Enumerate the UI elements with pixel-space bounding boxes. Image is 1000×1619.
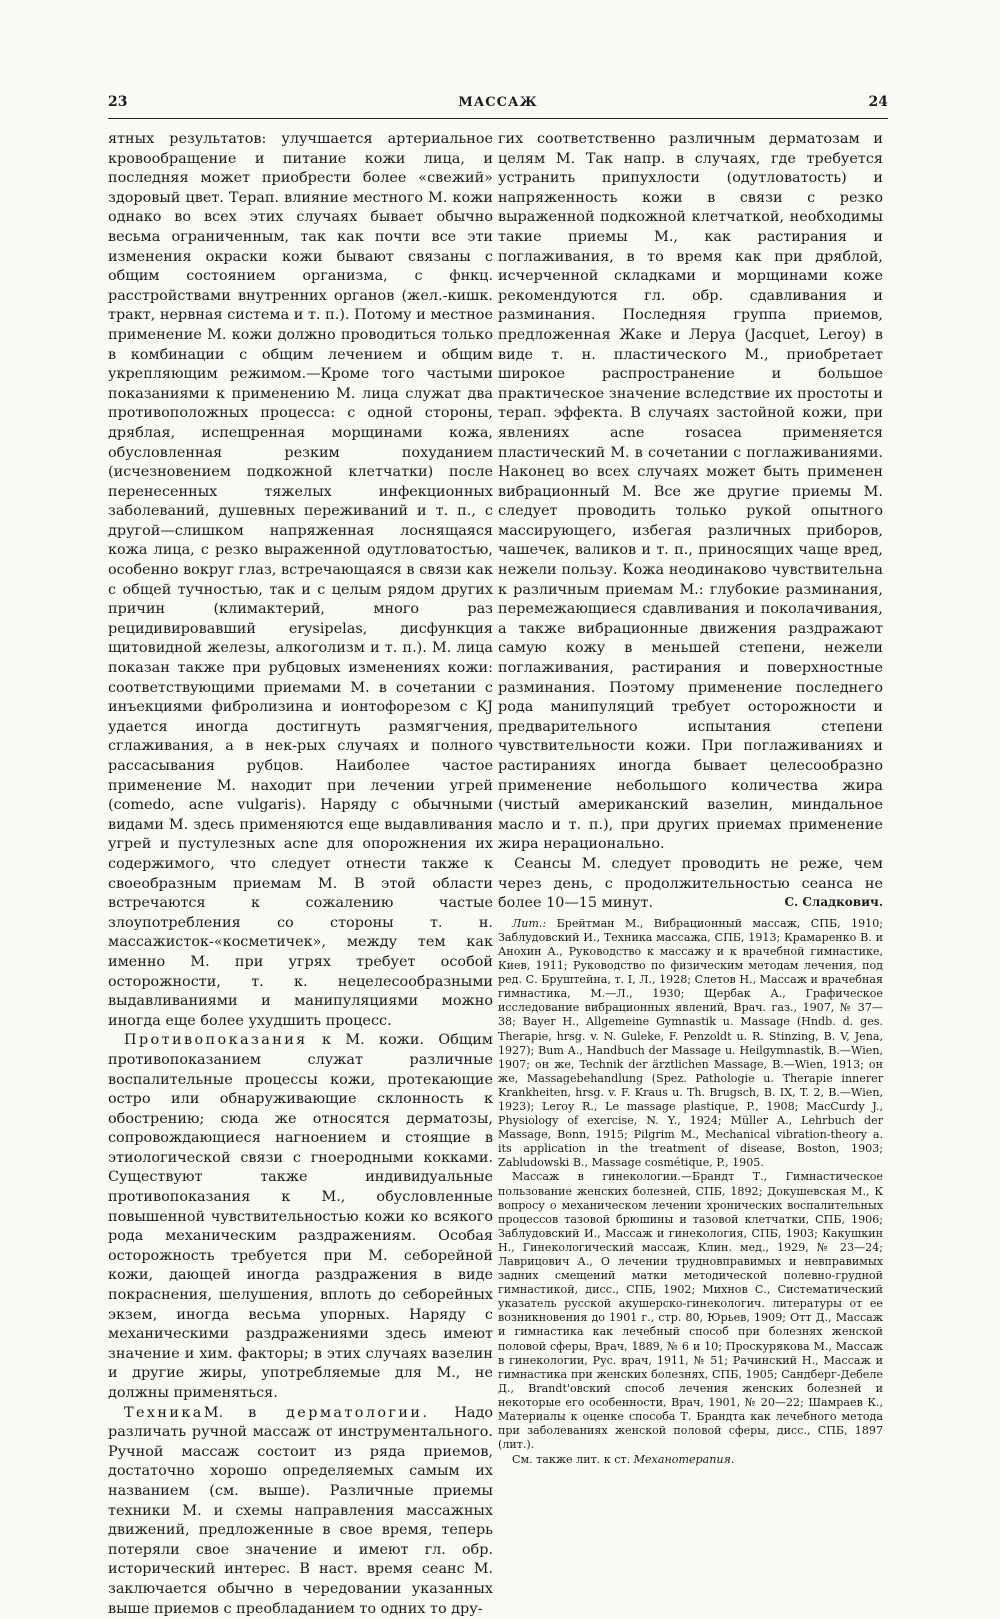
see-also: [498, 1453, 883, 1467]
section-lead-technique-mid: М.: [203, 1404, 249, 1421]
bibliography-label: Лит.:: [512, 916, 547, 930]
bibliography-general: [498, 917, 883, 1171]
left-column: [108, 130, 493, 1619]
section-lead-dermatology: в дерматологии.: [248, 1404, 430, 1421]
page-number-right: 24: [868, 94, 888, 110]
right-column: [498, 130, 883, 1467]
page-number-left: 23: [108, 94, 128, 110]
paragraph-sessions: Сеансы М. следует проводить не реже, чем через день, с продолжительностью сеанса не более 10—15 минут.: [498, 855, 883, 912]
running-title: МАССАЖ: [458, 95, 538, 110]
bibliography: [498, 917, 883, 1468]
bibliography-gynecology: Массаж в гинекологии.—Брандт Т., Гимнастическое пользование женских болезней, СПБ, 1892; Докушевская М., К вопросу о механическом лечении хронических воспалительных процессов тазовой брюшины и тазовой клетчатки, СПБ, 1906; Заблудовский И., Массаж и гинекология, СПБ, 1903; Какушкин Н., Гинекологический массаж, Клин. мед., 1929, № 23—24; Лаврицович А., О лечении трудновправимых и невправимых задних смещений матки методической полевно-грудной гимнастикой, дисс., СПБ, 1902; Михнов С., Систематический указатель русской акушерско-гинекологич. литературы от ее возникновения до 1901 г., стр. 80, Юрьев, 1909; Отт Д., Массаж и гимнастика как лечебный способ при болезнях женской половой сферы, Врач, 1889, № 6 и 10; Проскурякова М., Массаж в гинекологии, Рус. врач, 1911, № 51; Рачинский Н., Массаж и гимнастика при женских болезнях, СПБ, 1905; Сандберг-Дебеле Д., Brandt'овский способ лечения женских болезней и некоторые его особенности, Врач, 1901, № 20—22; Шамраев К., Материалы к оценке способа Т. Брандта как лечебного метода при заболеваниях женской половой сферы, дисс., СПБ, 1897 (лит.).: [498, 1170, 883, 1452]
author-signature: С. Сладкович.: [784, 894, 883, 909]
see-also-reference[interactable]: Механотерапия.: [633, 1453, 735, 1467]
see-also-text: См. также лит. к ст.: [512, 1453, 634, 1467]
paragraph-technique-continued: гих соответственно различным дерматозам и целям М. Так напр. в случаях, где требуется устранить припухлости (одутловатость) и напряженность кожи в связи с резко выраженной подкожной клетчаткой, необходимы такие приемы М., как растирания и поглаживания, в то время как при дряблой, исчерченной складками и морщинами коже рекомендуются гл. обр. сдавливания и разминания. Последняя группа приемов, предложенная Жаке и Леруа (Jacquet, Leroy) в виде т. н. пластического М., приобретает широкое распространение и большое практическое значение вследствие их простоты и терап. эффекта. В случаях застойной кожи, при явлениях acne rosacea применяется пластический М. в сочетании с поглаживаниями. Наконец во всех случаях может быть применен вибрационный М. Все же другие приемы М. следует проводить только рукой опытного массирующего, избегая различных приборов, чашечек, валиков и т. п., приносящих чаще вред, нежели пользу. Кожа неодинаково чувствительна к различным приемам М.: глубокие разминания, перемежающиеся сдавливания и поколачивания, а также вибрационные движения раздражают самую кожу в меньшей степени, нежели поглаживания, растирания и поверхностные разминания. Поэтому применение последнего рода манипуляций требует осторожности и предварительного испытания степени чувствительности кожи. При поглаживаниях и растираниях иногда бывает целесообразно применение небольшого количества жира (чистый американский вазелин, миндальное масло и т. п.), при других приемах применение жира нерационально.: [498, 131, 883, 853]
paragraph-face-massage: ятных результатов: улучшается артериальное кровообращение и питание кожи лица, и последняя может приобрести более «свежий» здоровый цвет. Терап. влияние местного М. кожи однако во всех этих случаях бывает обычно весьма ограниченным, так как почти все эти изменения окраски кожи бывают связаны с общим состоянием организма, с фнкц. расстройствами внутренних органов (жел.-кишк. тракт, нервная система и т. п.). Потому и местное применение М. кожи должно проводиться только в комбинации с общим лечением и общим укрепляющим режимом.—Кроме того частыми показаниями к применению М. лица служат два противоположных процесса: с одной стороны, дряблая, испещренная морщинами кожа, обусловленная резким похуданием (исчезновением подкожной клетчатки) после перенесенных тяжелых инфекционных заболеваний, душевных переживаний и т. п., с другой—слишком напряженная лоснящаяся кожа лица, с резко выраженной одутловатостью, особенно вокруг глаз, встречающаяся в связи как с общей тучностью, так и с целым рядом других причин (климактерий, много раз рецидивировавший erysipelas, дисфункция щитовидной железы, алкоголизм и т. п.). М. лица показан также при рубцовых изменениях кожи: соответствующими приемами М. в сочетании с инъекциями фибролизина и ионтофорезом с KJ удается иногда достигнуть размягчения, сглаживания, а в нек-рых случаях и полного рассасывания рубцов. Наиболее частое применение М. находит при лечении угрей (comedo, acne vulgaris). Наряду с обычными видами М. здесь применяются еще выдавливания угрей и пустулезных acne для опорожнения их содержимого, что следует отнести также к своеобразным приемам М. В этой области встречаются к сожалению частые злоупотребления со стороны т. н. массажисток-«косметичек», между тем как именно М. при угрях требует особой осторожности, т. к. нецелесообразными выдавливаниями и манипуляциями можно иногда еще более ухудшить процесс.: [108, 131, 493, 1029]
paragraph-technique-text: Надо различать ручной массаж от инструментального. Ручной массаж состоит из ряда приемов, достаточно хорошо определяемых самым их названием (см. выше). Различные приемы техники М. и схемы направления массажных движений, предложенные в свое время, теперь потеряли свое значение и имеют гл. обр. исторический интерес. В наст. время сеанс М. заключается обычно в чередовании указанных выше приемов с преобладанием то одних то дру-: [108, 1404, 493, 1617]
paragraph-technique: [108, 1404, 493, 1619]
bibliography-general-text: Брейтман М., Вибрационный массаж, СПБ, 1910; Заблудовский И., Техника массажа, СПБ, 1913; Крамаренко В. и Анохин А., Руководство к массажу и к врачебной гимнастике, Киев, 1911; Руководство по физическим методам лечения, под ред. С. Бруштейна, т. I, Л., 1928; Слетов Н., Массаж и врачебная гимнастика, М.—Л., 1930; Щербак А., Графическое исследование вибрационных явлений, Врач. газ., 1907, № 37—38; Bayer H., Allgemeine Gymnastik u. Massage (Hndb. d. ges. Therapie, hrsg. v. N. Guleke, F. Penzoldt u. R. Stinzing, B. V, Jena, 1927); Bum A., Handbuch der Massage u. Heilgymnastik, B.—Wien, 1907; он же, Technik der ärztlichen Massage, B.—Wien, 1913; он же, Massagebehandlung (Spez. Pathologie u. Therapie innerer Krankheiten, hrsg. v. F. Kraus u. Th. Brugsch, B. IX, T. 2, B.—Wien, 1923); Leroy R., Le massage plastique, P., 1908; MacCurdy J., Physiology of exercise, N. Y., 1924; Müller A., Lehrbuch der Massage, Bonn, 1915; Pilgrim M., Mechanical vibration-theory a. its application in the treatment of disease, Boston, 1903; Zabludowski B., Massage cosmétique, P., 1905.: [498, 916, 883, 1170]
running-header: [108, 92, 888, 119]
section-lead-contraindications: Противопоказания: [124, 1032, 308, 1049]
section-lead-technique: Техника: [124, 1404, 204, 1421]
paragraph-contraindications-text: к М. кожи. Общим противопоказанием служат различные воспалительные процессы кожи, протекающие остро или обнаруживающие склонность к обострению; сюда же относятся дерматозы, сопровождающиеся нагноением и стоящие в этиологической связи с гноеродными кокками. Существуют также индивидуальные противопоказания к М., обусловленные повышенной чувствительностью кожи ко всякого рода механическим раздражениям. Особая осторожность требуется при М. себорейной кожи, дающей иногда раздражения в виде покраснения, шелушения, вплоть до себорейных экзем, иногда весьма упорных. Наряду с механическими раздражениями здесь имеют значение и хим. факторы; в этих случаях вазелин и другие жиры, употребляемые для М., не должны применяться.: [108, 1032, 493, 1401]
paragraph-contraindications: [108, 1031, 493, 1403]
